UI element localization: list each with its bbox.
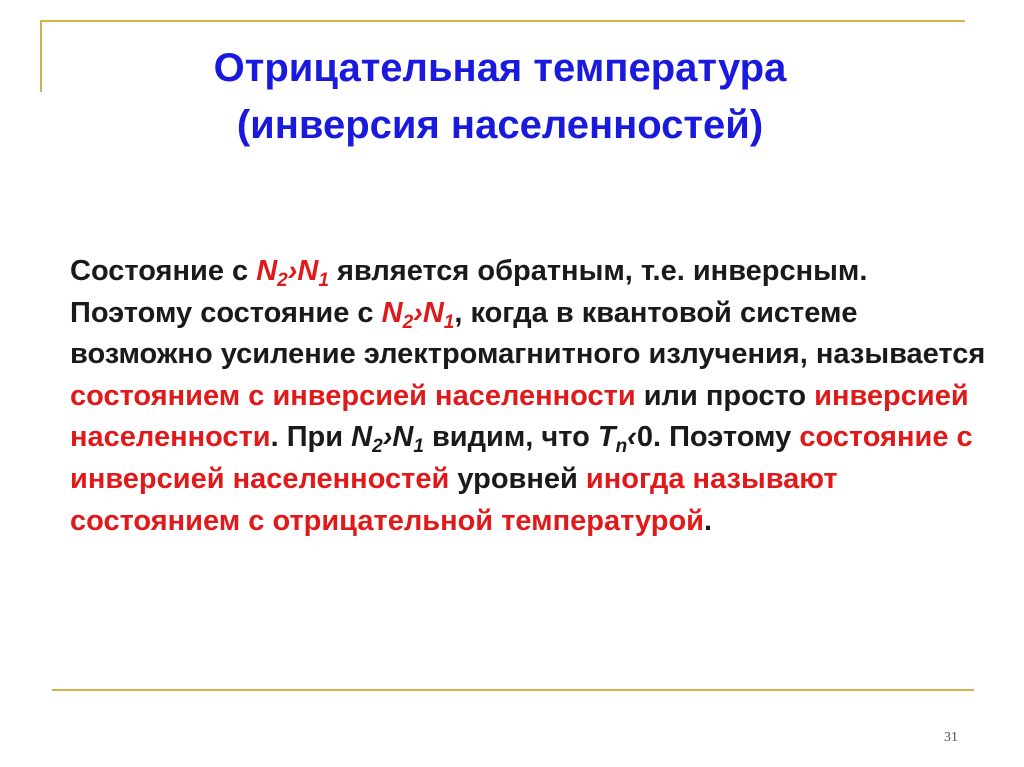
- formula-subscript: 1: [318, 270, 329, 291]
- text-segment: .: [704, 504, 713, 537]
- formula-subscript: 2: [402, 311, 414, 333]
- text-segment: 0. Поэтому: [636, 421, 800, 454]
- formula-subscript: 1: [443, 311, 455, 333]
- formula-subscript: 2: [277, 270, 288, 291]
- formula-operator: ›: [382, 421, 393, 454]
- highlight-negative-temperature: иногда называют состоянием с отрицательной температурой: [70, 462, 838, 537]
- formula-symbol: N: [392, 421, 414, 454]
- text-segment: . При: [270, 421, 352, 454]
- formula-subscript: n: [615, 436, 628, 458]
- title-line-1: Отрицательная температура: [213, 46, 787, 90]
- body-paragraph: [70, 251, 990, 542]
- text-segment: , когда в квантовой системе возможно усиление электромагнитного излучения, называется: [70, 296, 986, 371]
- formula-subscript: 1: [413, 436, 424, 458]
- formula-operator: ‹: [627, 421, 637, 454]
- highlight-inversion-state: состоянием с инверсией населенности: [70, 379, 636, 412]
- text-segment: уровней: [449, 462, 586, 495]
- formula-tn-lt-0: [597, 421, 637, 458]
- text-segment: Состояние с: [70, 255, 257, 287]
- title-line-2: (инверсия населенностей): [236, 103, 764, 147]
- formula-symbol: T: [597, 421, 616, 454]
- formula-symbol: N: [297, 255, 319, 287]
- formula-symbol: N: [422, 296, 444, 329]
- formula-n2-gt-n1: [256, 255, 329, 291]
- text-segment: или просто: [635, 379, 815, 412]
- left-divider: [40, 20, 42, 92]
- page-number: 31: [944, 730, 958, 745]
- formula-n2-gt-n1: [351, 421, 424, 458]
- formula-symbol: N: [351, 421, 373, 454]
- formula-operator: ›: [413, 296, 423, 329]
- formula-symbol: N: [256, 255, 278, 287]
- bottom-divider: [52, 689, 974, 691]
- formula-symbol: N: [381, 296, 403, 329]
- text-segment: является обратным, т.е. инверсным. Поэтому состояние с: [70, 255, 868, 329]
- formula-subscript: 2: [372, 436, 383, 458]
- top-divider: [40, 20, 965, 22]
- text-segment: видим, что: [423, 421, 598, 454]
- formula-n2-gt-n1: [381, 296, 455, 333]
- highlight-inversion: инверсией населенности: [70, 379, 969, 454]
- slide-title: [60, 40, 940, 154]
- formula-operator: ›: [287, 255, 298, 287]
- highlight-inversion-state-levels: состояние с инверсией населенностей: [70, 421, 973, 495]
